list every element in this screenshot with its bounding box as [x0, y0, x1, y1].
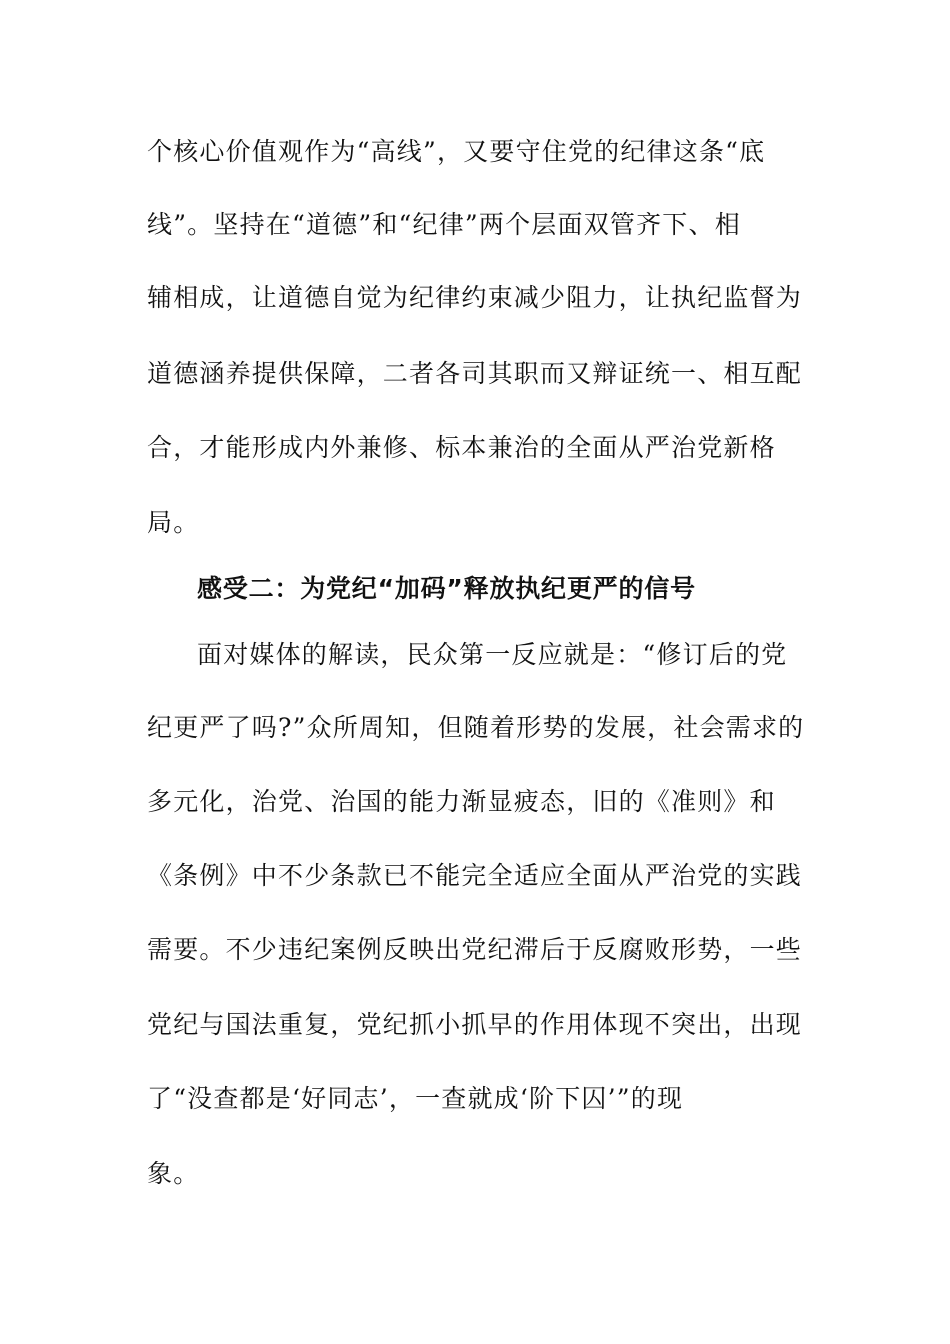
paragraph-2-line-2: 纪更严了吗?”众所周知，但随着形势的发展，社会需求的: [147, 713, 805, 742]
paragraph-2-line-4: 《条例》中不少条款已不能完全适应全面从严治党的实践: [147, 861, 803, 890]
section-heading: 感受二：为党纪“加码”释放执纪更严的信号: [197, 574, 696, 603]
paragraph-2-line-1: 面对媒体的解读，民众第一反应就是：“修订后的党: [197, 640, 788, 669]
paragraph-1-line-3: 辅相成，让道德自觉为纪律约束减少阻力，让执纪监督为: [147, 283, 803, 312]
paragraph-1-line-5: 合，才能形成内外兼修、标本兼治的全面从严治党新格: [147, 433, 776, 462]
paragraph-2-line-6: 党纪与国法重复，党纪抓小抓早的作用体现不突出，出现: [147, 1010, 803, 1039]
paragraph-2-line-3: 多元化，治党、治国的能力渐显疲态，旧的《准则》和: [147, 787, 776, 816]
paragraph-1-line-1: 个核心价值观作为“高线”，又要守住党的纪律这条“底: [147, 137, 766, 166]
paragraph-2-line-5: 需要。不少违纪案例反映出党纪滞后于反腐败形势，一些: [147, 935, 803, 964]
paragraph-1-line-6: 局。: [147, 508, 200, 537]
paragraph-2-line-7: 了“没查都是‘好同志’，一查就成‘阶下囚’”的现: [147, 1084, 684, 1113]
paragraph-1-line-4: 道德涵养提供保障，二者各司其职而又辩证统一、相互配: [147, 359, 803, 388]
paragraph-2-line-8: 象。: [147, 1159, 200, 1188]
paragraph-1-line-2: 线”。坚持在“道德”和“纪律”两个层面双管齐下、相: [147, 210, 741, 239]
